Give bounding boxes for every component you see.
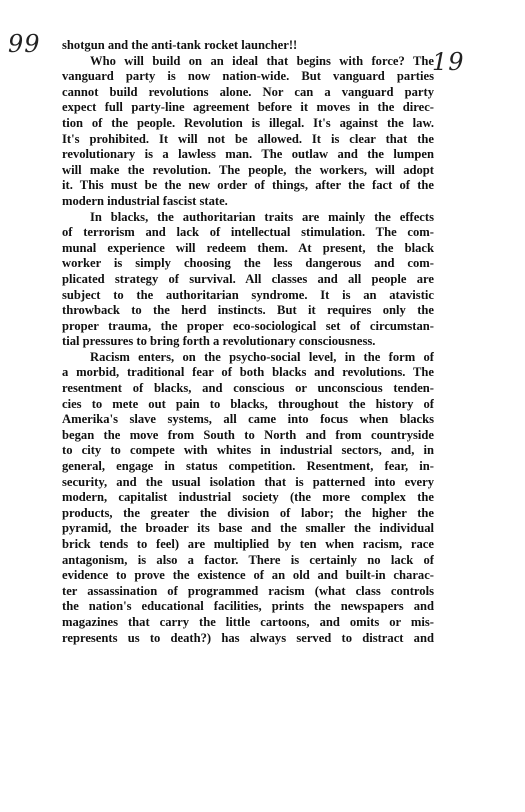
text-line: pyramid, the broader its base and the smaller the individual xyxy=(62,521,434,536)
paragraph xyxy=(62,54,434,210)
text-line: proper trauma, the proper eco-sociological set of circumstan- xyxy=(62,318,434,333)
text-line: revolutionary is a lawless man. The outlaw and the lumpen xyxy=(62,147,434,162)
text-line: plicated strategy of survival. All classes and all people are xyxy=(62,271,434,286)
text-line: vanguard party is now nation-wide. But vanguard parties xyxy=(62,69,434,84)
text-line: tial pressures to bring forth a revolutionary consciousness. xyxy=(62,334,376,349)
text-line: evidence to prove the existence of an old and built-in charac- xyxy=(62,568,434,583)
text-line: ter assassination of programmed racism (what class controls xyxy=(62,583,434,598)
paragraph xyxy=(62,350,434,646)
text-line: It's prohibited. It will not be allowed. It is clear that the xyxy=(62,131,434,146)
text-line: shotgun and the anti-tank rocket launcher!! xyxy=(62,38,298,52)
text-line: expect full party-line agreement before it moves in the direc- xyxy=(62,100,434,115)
text-line: modern, capitalist industrial society (the more complex the xyxy=(62,490,434,505)
text-line: In blacks, the authoritarian traits are mainly the effects xyxy=(90,209,434,224)
text-line: throwback to the herd instincts. But it requires only the xyxy=(62,303,434,318)
text-line: magazines that carry the little cartoons, and omits or mis- xyxy=(62,614,434,629)
text-line: a morbid, traditional fear of both blacks and revolutions. The xyxy=(62,365,434,380)
text-line: began the move from South to North and from countryside xyxy=(62,427,434,442)
paragraph xyxy=(62,210,434,350)
text-line: munal experience will redeem them. At present, the black xyxy=(62,240,434,255)
text-line: resentment of blacks, and conscious or unconscious tenden- xyxy=(62,381,434,396)
text-line: worker is simply choosing the less dangerous and com- xyxy=(62,256,434,271)
text-line: cannot build revolutions alone. Nor can a vanguard party xyxy=(62,84,434,99)
text-line: general, engage in status competition. Resentment, fear, in- xyxy=(62,459,434,474)
text-line: to city to compete with whites in industrial sectors, and, in xyxy=(62,443,434,458)
handwritten-page-number-right: 19 xyxy=(432,48,465,76)
text-line: the nation's educational facilities, prints the newspapers and xyxy=(62,599,434,614)
text-line: Amerika's slave systems, all came into focus when blacks xyxy=(62,412,434,427)
text-line: products, the greater the division of labor; the higher the xyxy=(62,505,434,520)
body-text xyxy=(62,38,434,646)
text-line: will make the revolution. The people, the workers, will adopt xyxy=(62,162,434,177)
text-line: Racism enters, on the psycho-social level, in the form of xyxy=(90,349,434,364)
text-line: Who will build on an ideal that begins with force? The xyxy=(90,53,434,68)
text-line: it. This must be the new order of things, after the fact of the xyxy=(62,178,434,193)
text-line: modern industrial fascist state. xyxy=(62,193,228,208)
paragraph xyxy=(62,38,434,54)
text-line: represents us to death?) has always served to distract and xyxy=(62,630,434,645)
text-line: brick tends to feel) are multiplied by ten when racism, race xyxy=(62,537,434,551)
text-line: cies to mete out pain to blacks, throughout the history of xyxy=(62,396,434,411)
text-line: of terrorism and lack of intellectual stimulation. The com- xyxy=(62,225,434,240)
text-line: antagonism, is also a factor. There is certainly no lack of xyxy=(62,552,434,567)
text-line: security, and the usual isolation that is patterned into every xyxy=(62,474,434,489)
text-line: tion of the people. Revolution is illegal. It's against the law. xyxy=(62,115,434,130)
text-line: subject to the authoritarian syndrome. It is an atavistic xyxy=(62,287,434,302)
handwritten-page-number-left: 99 xyxy=(8,30,41,58)
